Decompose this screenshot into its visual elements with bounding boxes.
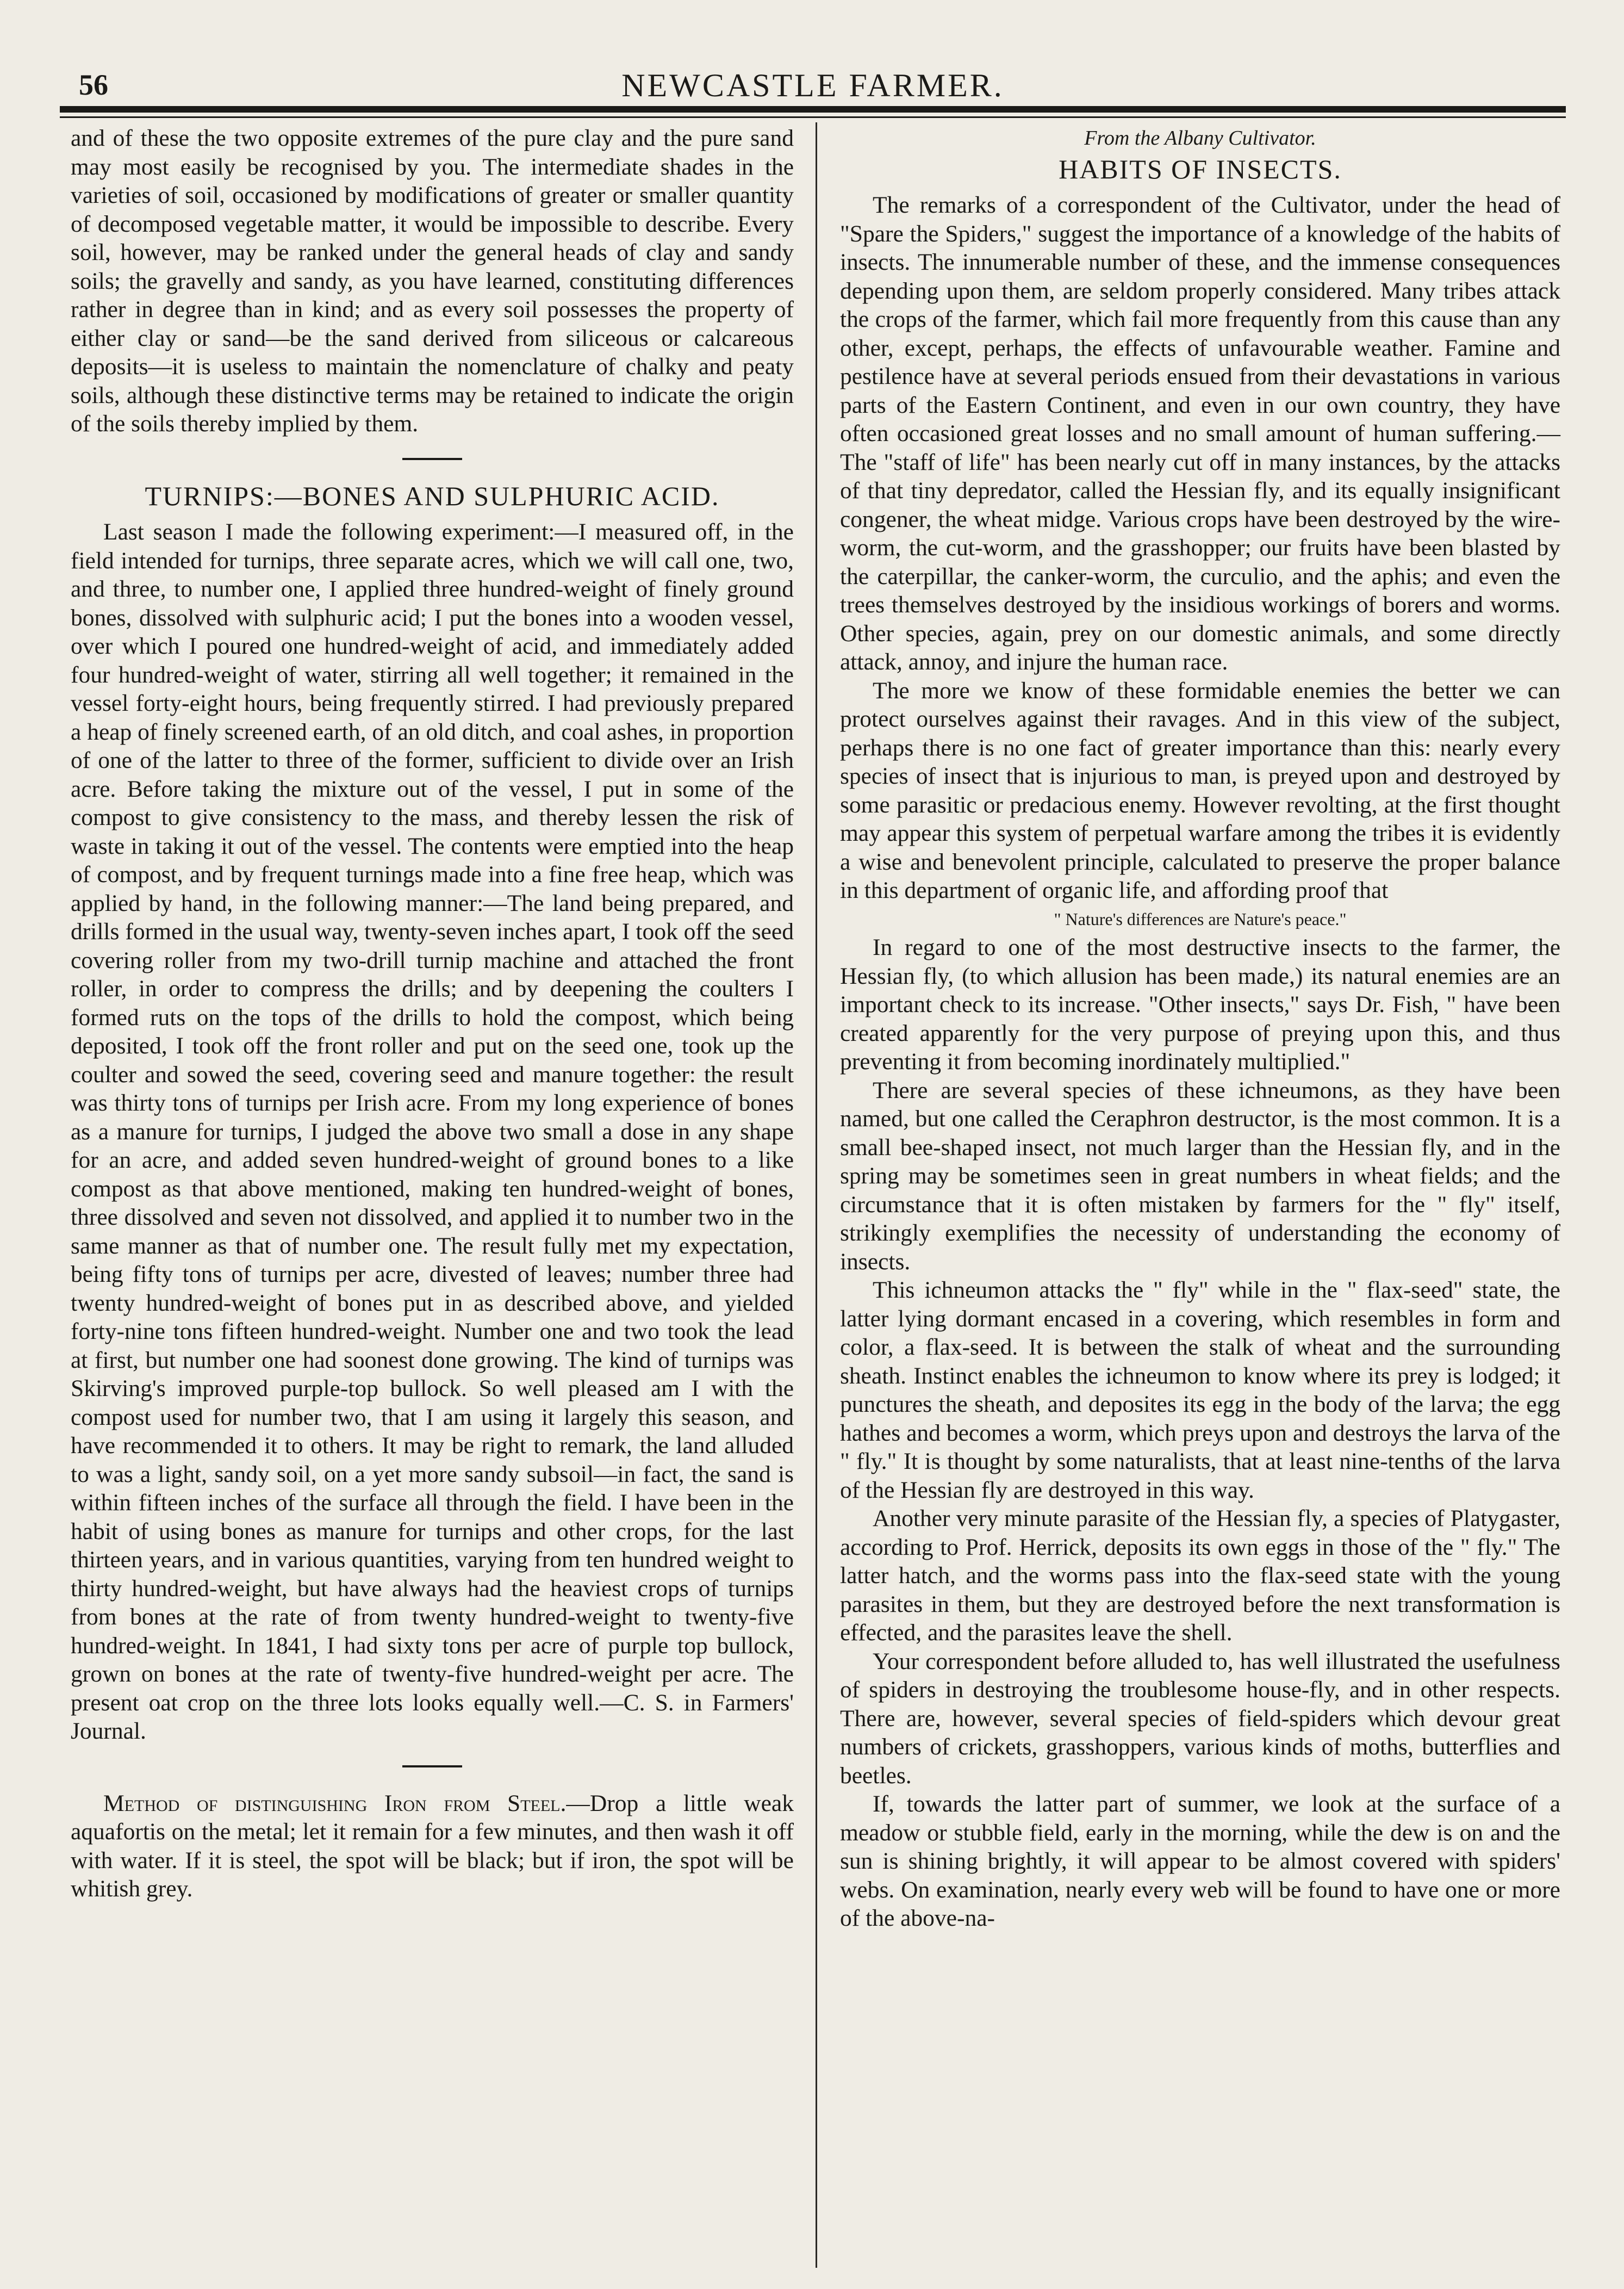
section-rule (402, 458, 462, 460)
habits-paragraph-6: Another very minute parasite of the Hessian fly, a species of Platygaster, according to Prof. Herrick, deposits its own eggs in those of the " fly." The latter hatch, and the worms pass into the flax-seed state with the young parasites in them, but they are destroyed before the next transformation is effected, and the parasites leave the shell. (840, 1505, 1560, 1646)
habits-paragraph-3: In regard to one of the most destructive insects to the farmer, the Hessian fly, (to which allusion has been made,) its natural enemies are an important check to its increase. "Other insects," says Dr. Fish, " have been created apparently for the very purpose of preying upon this, and thus preventing it from becoming inordinately multiplied." (840, 934, 1560, 1075)
soil-intro-paragraph: and of these the two opposite extremes of the pure clay and the pure sand may most easily be recognised by you. The intermediate shades in the varieties of soil, occasioned by modifications of greater or smaller quantity of decomposed vegetable matter, it would be impossible to describe. Every soil, however, may be ranked under the general heads of clay and sandy soils; the gravelly and sandy, as you have learned, constituting differences rather in degree than in kind; and as every soil possesses the property of either clay or sand—be the sand derived from siliceous or calcareous deposits—it is useless to maintain the nomenclature of chalky and peaty soils, although these distinctive terms may be retained to indicate the origin of the soils thereby implied by them. (71, 125, 794, 437)
method-title: Method of distinguishing Iron from Steel. (103, 1790, 567, 1816)
source-line: From the Albany Cultivator. (1084, 127, 1316, 150)
turnips-heading: TURNIPS:—BONES AND SULPHURIC ACID. (145, 480, 720, 511)
header-rule-thick (60, 106, 1566, 113)
right-column (840, 124, 1560, 1933)
habits-paragraph-5: This ichneumon attacks the " fly" while in the " flax-seed" state, the latter lying dormant encased in a covering, which resembles in form and color, a flax-seed. It is between the stalk of wheat and the surrounding sheath. Instinct enables the ichneumon to know where its prey is lodged; it punctures the sheath, and deposites its egg in the body of the larva; the egg hathes and becomes a worm, which preys upon and destroys the larva of the " fly." It is thought by some naturalists, that at least nine-tenths of the larva of the Hessian fly are destroyed in this way. (840, 1277, 1560, 1503)
pull-quote: " Nature's differences are Nature's peace." (1054, 909, 1347, 929)
habits-paragraph-4: There are several species of these ichneumons, as they have been named, but one called the Ceraphron destructor, is the most common. It is a small bee-shaped insect, not much larger than the Hessian fly, and in the spring may be sometimes seen in great numbers in wheat fields; and the circumstance that it is often mistaken by farmers for the " fly" itself, strikingly exemplifies the necessity of understanding the economy of insects. (840, 1077, 1560, 1275)
column-divider (816, 122, 817, 2268)
habits-paragraph-2: The more we know of these formidable enemies the better we can protect ourselves against their ravages. And in this view of the subject, perhaps there is no one fact of greater importance than this: nearly every species of insect that is injurious to man, is preyed upon and destroyed by some parasitic or predacious enemy. However revolting, at the first thought may appear this system of perpetual warfare among the tribes it is evidently a wise and benevolent principle, calculated to preserve the proper balance in this department of organic life, and affording proof that (840, 677, 1560, 903)
habits-paragraph-8: If, towards the latter part of summer, we look at the surface of a meadow or stubble field, early in the morning, while the dew is on and the sun is shining brightly, it will appear to be almost covered with spiders' webs. On examination, nearly every web will be found to have one or more of the above-na- (840, 1791, 1560, 1931)
turnips-article-paragraph: Last season I made the following experiment:—I measured off, in the field intended for turnips, three separate acres, which we will call one, two, and three, to number one, I applied three hundred-weight of finely ground bones, dissolved with sulphuric acid; I put the bones into a wooden vessel, over which I poured one hundred-weight of acid, and immediately added four hundred-weight of water, stirring all well together; it remained in the vessel forty-eight hours, being frequently stirred. I had previously prepared a heap of finely screened earth, of an old ditch, and coal ashes, in proportion of one of the latter to three of the former, sufficient to divide over an Irish acre. Before taking the mixture out of the vessel, I put in some of the compost to give consistency to the mass, and thereby lessen the risk of waste in taking it out of the vessel. The contents were emptied into the heap of compost, and by frequent turnings made into a fine free heap, which was applied by hand, in the following manner:—The land being prepared, and drills formed in the usual way, twenty-seven inches apart, I took off the seed covering roller from my two-drill turnip machine and attached the front roller, in order to compress the drills; and by deepening the coulters I formed ruts on the tops of the drills to hold the compost, which being deposited, I took off the front roller and put on the seed one, took up the coulter and sowed the seed, covering seed and manure together: the result was thirty tons of turnips per Irish acre. From my long experience of bones as a manure for turnips, I judged the above two small a dose in any shape for an acre, and added seven hundred-weight of ground bones to a like compost as that above mentioned, making ten hundred-weight of bones, three dissolved and seven not dissolved, and applied it to number two in the same manner as that of number one. The result fully met my expectation, being fifty tons of turnips per acre, divested of leaves; number three had twenty hundred-weight of bones put in as described above, and yielded forty-nine tons fifteen hundred-weight. Number one and two took the lead at first, but number one had soonest done growing. The kind of turnips was Skirving's improved purple-top bullock. So well pleased am I with the compost used for number two, that I am using it largely this season, and have recommended it to others. It may be right to remark, the land alluded to was a light, sandy soil, on a yet more sandy subsoil—in fact, the sand is within fifteen inches of the surface all through the field. I have been in the habit of using bones as manure for turnips and other crops, for the last thirteen years, and in various quantities, varying from ten hundred weight to thirty hundred-weight, but have always had the heaviest crops of turnips from bones at the rate of from twenty hundred-weight to twenty-five hundred-weight. In 1841, I had sixty tons per acre of purple top bullock, grown on bones at the rate of twenty-five hundred-weight per acre. The present oat crop on the three lots looks equally well.—C. S. in Farmers' Journal. (71, 519, 794, 1744)
habits-paragraph-7: Your correspondent before alluded to, has well illustrated the usefulness of spiders in destroying the troublesome house-fly, and in other respects. There are, however, several species of field-spiders which devour great numbers of crickets, grasshoppers, various kinds of moths, butterflies and beetles. (840, 1648, 1560, 1789)
section-rule (402, 1765, 462, 1767)
method-text: —Drop a little weak aquafortis on the metal; let it remain for a few minutes, and then wash it off with water. If it is steel, the spot will be black; but if iron, the spot will be whitish grey. (71, 1790, 794, 1902)
method-paragraph (71, 1789, 794, 1903)
page-number: 56 (79, 69, 108, 101)
running-title: NEWCASTLE FARMER. (621, 67, 1004, 103)
header-rule-thin (60, 116, 1566, 118)
left-column (71, 124, 794, 1903)
habits-heading: HABITS OF INSECTS. (1059, 153, 1342, 184)
page-header (52, 57, 1574, 106)
habits-paragraph-1: The remarks of a correspondent of the Cultivator, under the head of "Spare the Spiders," suggest the importance of a knowledge of the habits of insects. The innumerable number of these, and the immense consequences depending upon them, are seldom properly considered. Many tribes attack the crops of the farmer, which fail more frequently from this cause than any other, except, perhaps, the effects of unfavourable weather. Famine and pestilence have at several periods ensued from their devastations in various parts of the Eastern Continent, and even in our own country, they have often occasioned great losses and no small amount of human suffering.—The "staff of life" has been nearly cut off in many instances, by the attacks of that tiny depredator, called the Hessian fly, and its equally insignificant congener, the wheat midge. Various crops have been destroyed by the wire-worm, the cut-worm, and the grasshopper; our fruits have been blasted by the caterpillar, the canker-worm, the curculio, and the aphis; and even the trees themselves destroyed by the insidious workings of borers and worms. Other species, again, prey on our domestic animals, and some directly attack, annoy, and injure the human race. (840, 192, 1560, 675)
